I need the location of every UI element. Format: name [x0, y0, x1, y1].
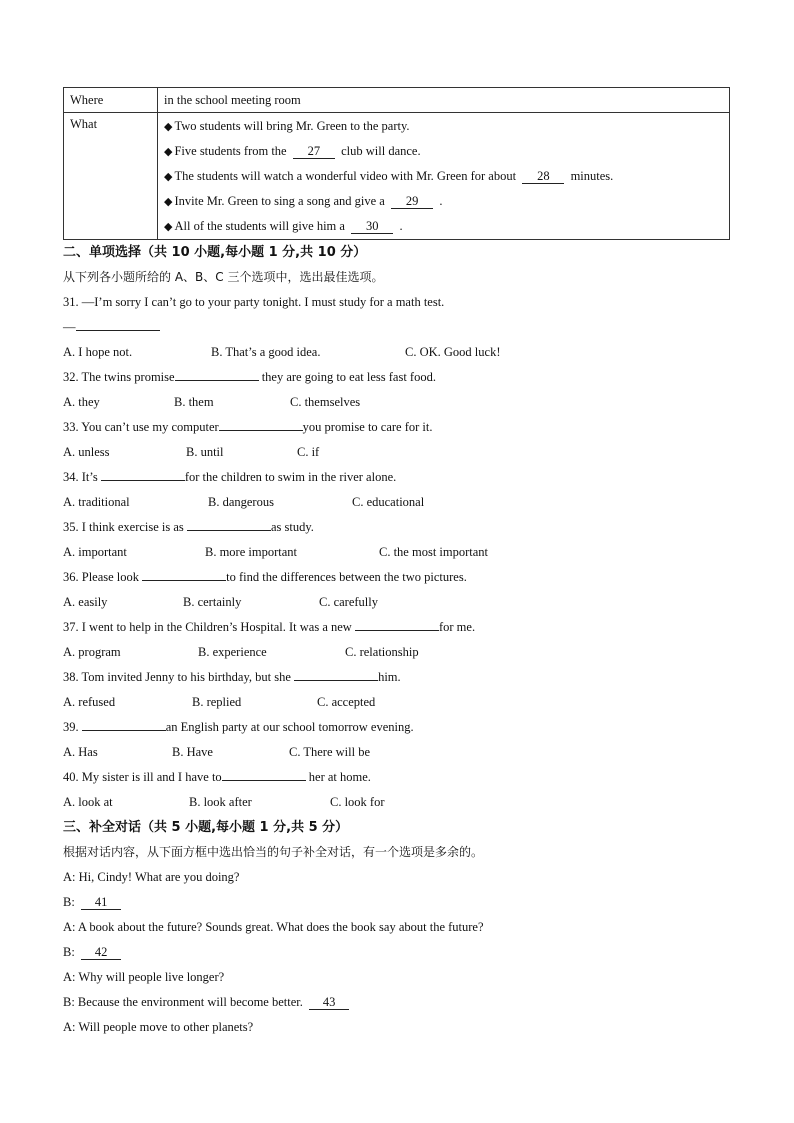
option-34-a[interactable]: A. traditional: [63, 495, 130, 509]
question-32: 32. The twins promise they are going to eat less fast food.: [63, 365, 731, 390]
option-39-a[interactable]: A. Has: [63, 745, 98, 759]
option-37-a[interactable]: A. program: [63, 645, 121, 659]
answer-blank-37[interactable]: [355, 616, 439, 631]
section2-heading: 二、单项选择（共 10 小题,每小题 1 分,共 10 分）: [63, 245, 367, 260]
option-32-b[interactable]: B. them: [174, 395, 214, 409]
where-key: Where: [64, 88, 158, 113]
section3-instruction: 根据对话内容，从下面方框中选出恰当的句子补全对话，有一个选项是多余的。: [63, 845, 484, 859]
blank-41[interactable]: 41: [81, 896, 121, 910]
blank-27[interactable]: 27: [293, 145, 335, 159]
answer-blank-31[interactable]: [76, 316, 160, 331]
answer-blank-33[interactable]: [219, 416, 303, 431]
dialogue-line-3: A: A book about the future? Sounds great. What does the book say about the future?: [63, 920, 484, 934]
option-33-c[interactable]: C. if: [297, 445, 320, 459]
table-row-what: [64, 113, 730, 240]
option-32-c[interactable]: C. themselves: [290, 395, 361, 409]
dialogue-line-1: A: Hi, Cindy! What are you doing?: [63, 870, 240, 884]
section3-heading: 三、补全对话（共 5 小题,每小题 1 分,共 5 分）: [63, 820, 349, 835]
what-line-29: ◆ Invite Mr. Green to sing a song and give a 29 .: [164, 194, 443, 208]
question-33: 33. You can’t use my computer you promise to care for it.: [63, 415, 731, 440]
option-38-c[interactable]: C. accepted: [317, 695, 376, 709]
what-cell: [158, 113, 730, 240]
section2-instruction: 从下列各小题所给的 A、B、C 三个选项中，选出最佳选项。: [63, 270, 384, 284]
answer-blank-34[interactable]: [101, 466, 185, 481]
what-line-28: ◆ The students will watch a wonderful video with Mr. Green for about 28 minutes.: [164, 169, 614, 183]
option-34-c[interactable]: C. educational: [352, 495, 425, 509]
option-38-a[interactable]: A. refused: [63, 695, 116, 709]
option-35-a[interactable]: A. important: [63, 545, 127, 559]
answer-blank-40[interactable]: [222, 766, 306, 781]
options-39: [63, 740, 731, 765]
options-33: [63, 440, 731, 465]
option-40-c[interactable]: C. look for: [330, 795, 385, 809]
options-36: [63, 590, 731, 615]
blank-28[interactable]: 28: [522, 170, 564, 184]
blank-29[interactable]: 29: [391, 195, 433, 209]
dialogue-line-42: B: 42: [63, 940, 731, 965]
answer-blank-39[interactable]: [82, 716, 166, 731]
what-line-1: ◆ Two students will bring Mr. Green to the party.: [164, 119, 410, 133]
question-39: 39. an English party at our school tomorrow evening.: [63, 715, 731, 740]
answer-blank-32[interactable]: [175, 366, 259, 381]
option-31-b[interactable]: B. That’s a good idea.: [211, 345, 321, 359]
options-32: [63, 390, 731, 415]
blank-30[interactable]: 30: [351, 220, 393, 234]
option-40-a[interactable]: A. look at: [63, 795, 113, 809]
option-33-b[interactable]: B. until: [186, 445, 224, 459]
bullet-icon: ◆: [164, 121, 173, 133]
option-37-b[interactable]: B. experience: [198, 645, 267, 659]
question-37: 37. I went to help in the Children’s Hospital. It was a new for me.: [63, 615, 731, 640]
bullet-icon: ◆: [164, 146, 173, 158]
options-34: [63, 490, 731, 515]
options-37: [63, 640, 731, 665]
options-40: [63, 790, 731, 815]
question-36: 36. Please look to find the differences between the two pictures.: [63, 565, 731, 590]
exam-page: [63, 87, 731, 1040]
question-35: 35. I think exercise is as as study.: [63, 515, 731, 540]
what-line-30: ◆ All of the students will give him a 30 .: [164, 219, 403, 233]
question-34: 34. It’s for the children to swim in the river alone.: [63, 465, 731, 490]
option-34-b[interactable]: B. dangerous: [208, 495, 274, 509]
blank-42[interactable]: 42: [81, 946, 121, 960]
bullet-icon: ◆: [164, 171, 173, 183]
option-36-c[interactable]: C. carefully: [319, 595, 379, 609]
option-40-b[interactable]: B. look after: [189, 795, 252, 809]
what-line-27: ◆ Five students from the 27 club will dance.: [164, 144, 421, 158]
dialogue-line-41: B: 41: [63, 890, 731, 915]
options-35: [63, 540, 731, 565]
option-36-a[interactable]: A. easily: [63, 595, 108, 609]
dialogue-line-7: A: Will people move to other planets?: [63, 1020, 254, 1034]
option-38-b[interactable]: B. replied: [192, 695, 242, 709]
party-plan-table: [63, 87, 730, 240]
option-31-a[interactable]: A. I hope not.: [63, 345, 133, 359]
option-31-c[interactable]: C. OK. Good luck!: [405, 345, 501, 359]
option-37-c[interactable]: C. relationship: [345, 645, 419, 659]
option-32-a[interactable]: A. they: [63, 395, 100, 409]
dialogue-line-43: B: Because the environment will become better. 43: [63, 990, 731, 1015]
option-33-a[interactable]: A. unless: [63, 445, 110, 459]
question-31-answer-line: —: [63, 315, 731, 340]
option-35-b[interactable]: B. more important: [205, 545, 297, 559]
answer-blank-38[interactable]: [294, 666, 378, 681]
question-38: 38. Tom invited Jenny to his birthday, but she him.: [63, 665, 731, 690]
what-key: What: [64, 113, 158, 240]
option-39-c[interactable]: C. There will be: [289, 745, 370, 759]
question-31: 31. —I’m sorry I can’t go to your party tonight. I must study for a math test.: [63, 295, 445, 309]
question-40: 40. My sister is ill and I have to her at home.: [63, 765, 731, 790]
answer-blank-35[interactable]: [187, 516, 271, 531]
table-row-where: [64, 88, 730, 113]
option-39-b[interactable]: B. Have: [172, 745, 213, 759]
option-36-b[interactable]: B. certainly: [183, 595, 242, 609]
bullet-icon: ◆: [164, 221, 173, 233]
options-38: [63, 690, 731, 715]
blank-43[interactable]: 43: [309, 996, 349, 1010]
options-31: [63, 340, 731, 365]
dialogue-line-5: A: Why will people live longer?: [63, 970, 225, 984]
where-value: in the school meeting room: [158, 88, 730, 113]
option-35-c[interactable]: C. the most important: [379, 545, 489, 559]
answer-blank-36[interactable]: [142, 566, 226, 581]
bullet-icon: ◆: [164, 196, 173, 208]
